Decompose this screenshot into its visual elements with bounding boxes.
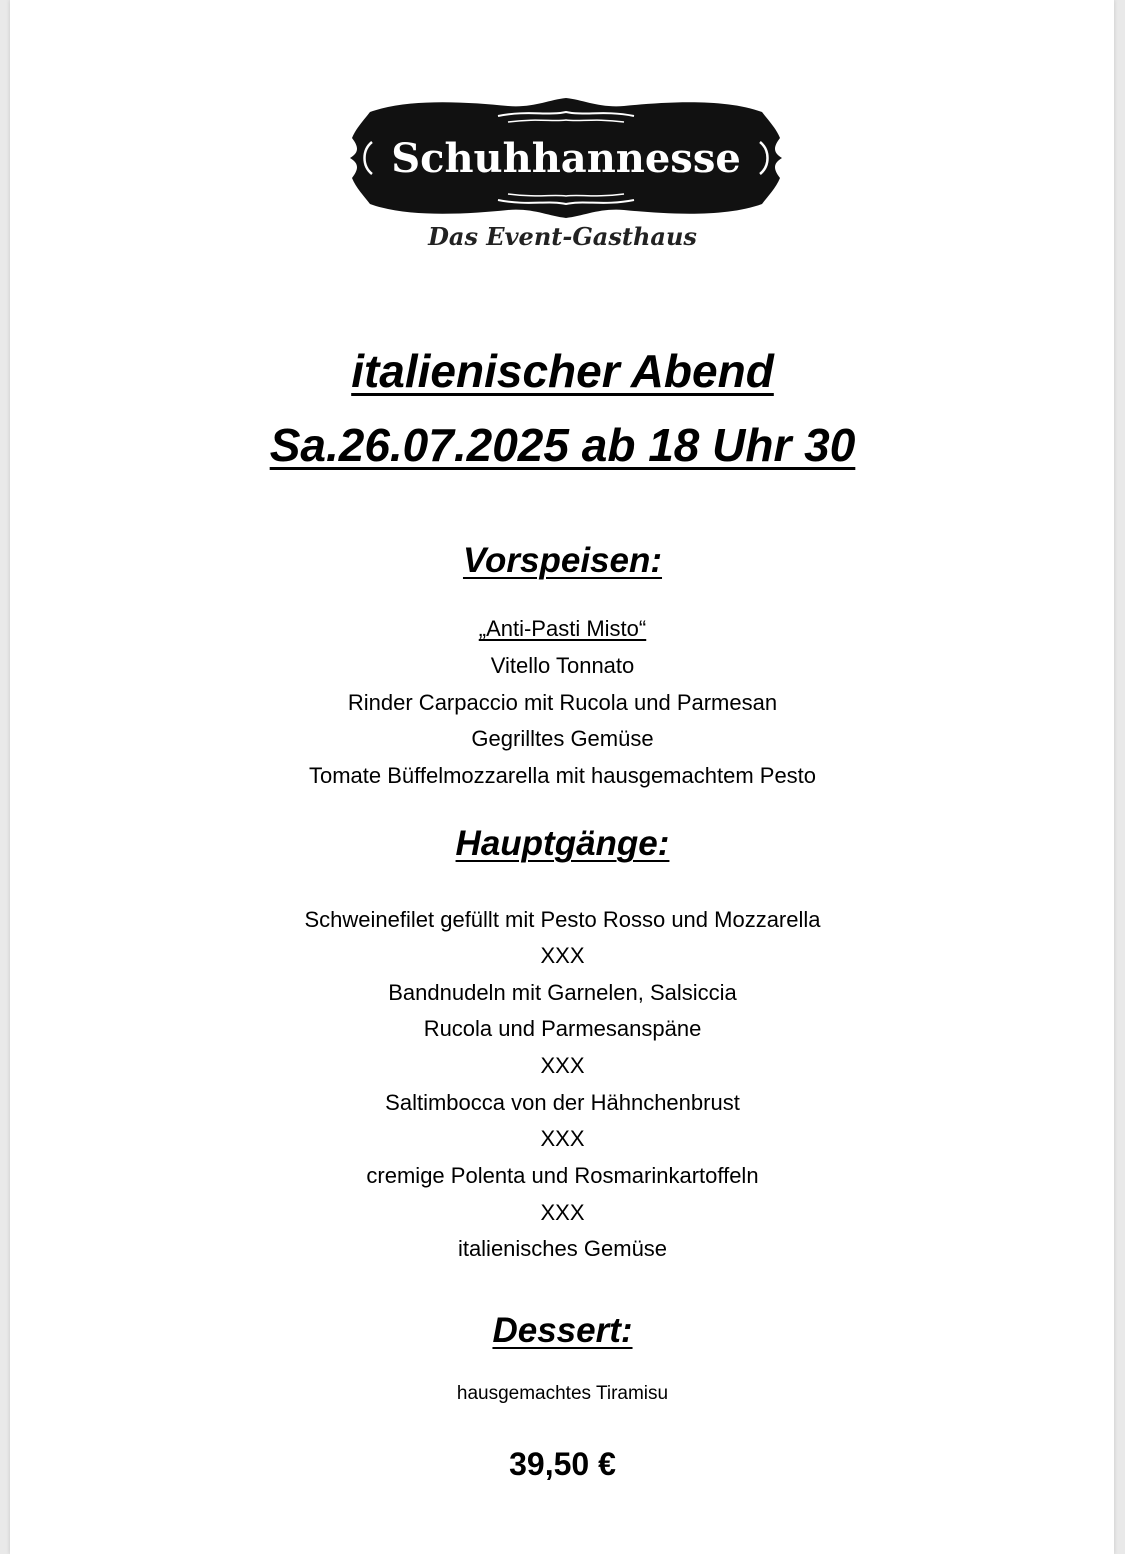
main-item: Saltimbocca von der Hähnchenbrust [385, 1090, 740, 1115]
mains-heading: Hauptgänge: [455, 824, 670, 863]
dessert-heading: Dessert: [492, 1311, 633, 1350]
main-separator: XXX [540, 1053, 585, 1078]
main-item: Rucola und Parmesanspäne [423, 1016, 702, 1041]
starter-item: Vitello Tonnato [490, 653, 635, 678]
dessert-item: hausgemachtes Tiramisu [456, 1383, 669, 1404]
main-item: Bandnudeln mit Garnelen, Salsiccia [388, 980, 737, 1005]
main-separator: XXX [540, 1126, 585, 1151]
main-separator: XXX [540, 1200, 585, 1225]
starters-heading: Vorspeisen: [462, 541, 663, 580]
starter-item: Rinder Carpaccio mit Rucola und Parmesan [347, 690, 778, 715]
main-item: Schweinefilet gefüllt mit Pesto Rosso und Mozzarella [304, 907, 821, 932]
main-item: italienisches Gemüse [457, 1236, 668, 1261]
main-item: cremige Polenta und Rosmarinkartoffeln [366, 1163, 759, 1188]
event-date: Sa.26.07.2025 ab 18 Uhr 30 [269, 419, 856, 471]
logo-banner-icon [348, 98, 784, 220]
starter-item: „Anti-Pasti Misto“ [478, 616, 647, 641]
logo-tagline: Das Event-Gasthaus [428, 222, 697, 251]
main-separator: XXX [540, 943, 585, 968]
starter-item: Gegrilltes Gemüse [471, 726, 654, 751]
event-title: italienischer Abend [351, 345, 774, 397]
starter-item: Tomate Büffelmozzarella mit hausgemachtem Pesto [308, 763, 817, 788]
restaurant-logo [0, 0, 1125, 270]
menu-price: 39,50 € [509, 1446, 616, 1482]
logo-name: Schuhhannesse [391, 135, 741, 182]
